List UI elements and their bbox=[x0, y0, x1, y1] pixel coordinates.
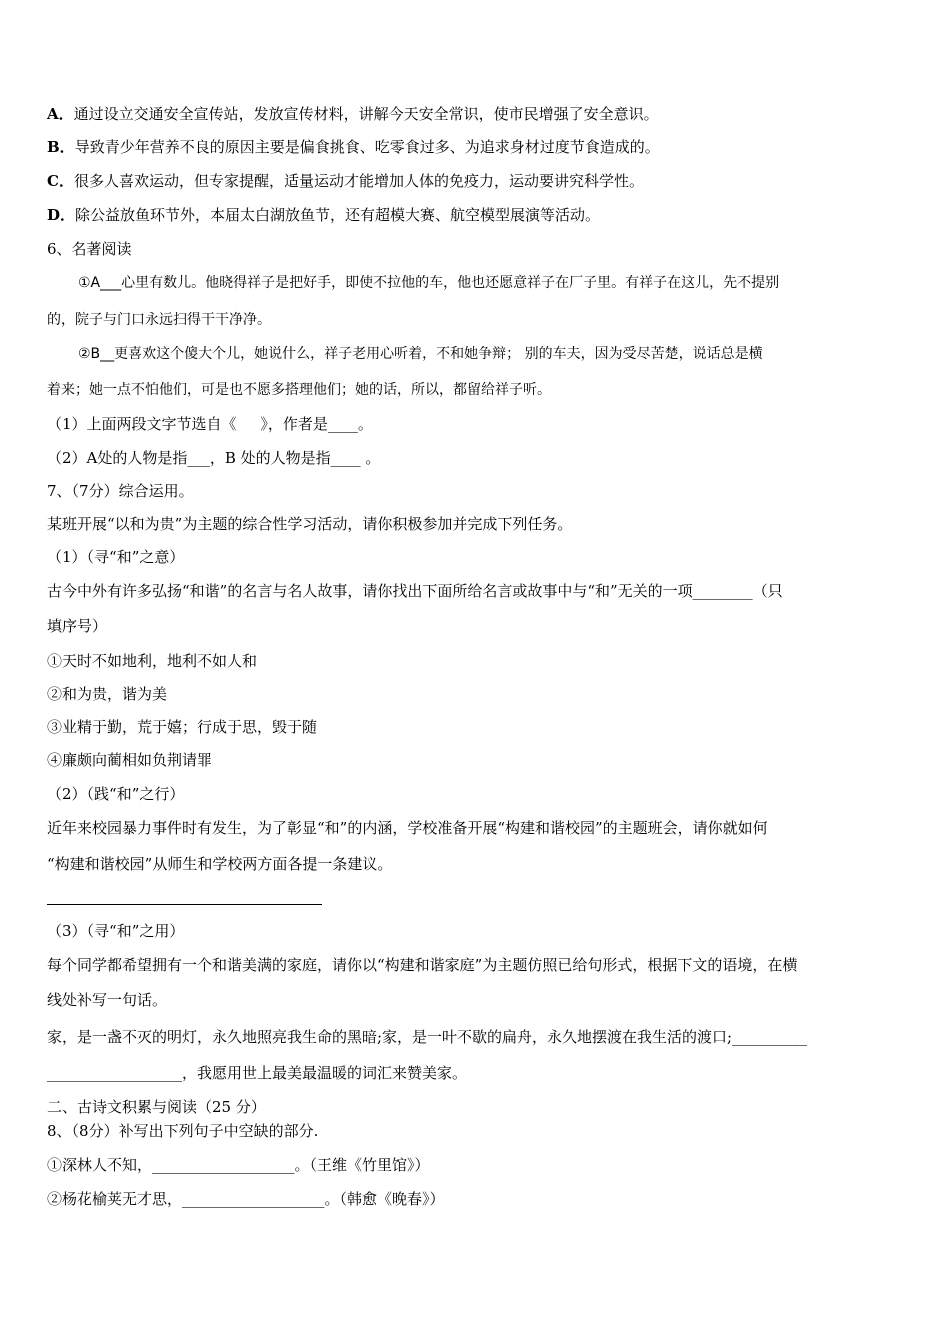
q7-part3-line4: __________________，我愿用世上最美最温暖的词汇来赞美家。 bbox=[47, 1064, 468, 1082]
q8-line-2: ②杨花榆荚无才思，___________________。（韩愈《晚春》） bbox=[47, 1190, 445, 1208]
q7-part1-line1: 古今中外有许多弘扬“和谐”的名言与名人故事，请你找出下面所给名言或故事中与“和”无关的一项________（只 bbox=[47, 582, 783, 600]
q7-part3-line2: 线处补写一句话。 bbox=[47, 991, 168, 1009]
option-b: B．导致青少年营养不良的原因主要是偏食挑食、吃零食过多、为追求身材过度节食造成的。 bbox=[47, 138, 660, 156]
q7-part2-title: （2）（践“和”之行） bbox=[47, 785, 185, 803]
section2-title: 二、古诗文积累与阅读（25 分） bbox=[47, 1098, 266, 1116]
q8-title: 8、（8分）补写出下列句子中空缺的部分. bbox=[47, 1122, 319, 1140]
q7-title: 7、（7分）综合运用。 bbox=[47, 482, 194, 500]
q7-part2-line1: 近年来校园暴力事件时有发生，为了彰显“和”的内涵，学校准备开展“构建和谐校园”的主题班会，请你就如何 bbox=[47, 819, 768, 837]
q7-part1-title: （1）（寻“和”之意） bbox=[47, 548, 185, 566]
q7-choice-1: ①天时不如地利，地利不如人和 bbox=[47, 652, 258, 670]
q7-part3-title: （3）（寻“和”之用） bbox=[47, 922, 185, 940]
q7-part3-line1: 每个同学都希望拥有一个和谐美满的家庭，请你以“构建和谐家庭”为主题仿照已给句形式，根据下文的语境，在横 bbox=[47, 956, 798, 974]
q6-passage1-line1: ①A___心里有数儿。他晓得祥子是把好手，即使不拉他的车，他也还愿意祥子在厂子里。有祥子在这儿，先不提别 bbox=[78, 275, 780, 291]
q7-intro: 某班开展“以和为贵”为主题的综合性学习活动，请你积极参加并完成下列任务。 bbox=[47, 515, 573, 533]
option-d: D．除公益放鱼环节外，本届太白湖放鱼节，还有超模大赛、航空模型展演等活动。 bbox=[47, 206, 601, 224]
option-c: C．很多人喜欢运动，但专家提醒，适量运动才能增加人体的免疫力，运动要讲究科学性。 bbox=[47, 172, 644, 190]
q7-choice-4: ④廉颇向蔺相如负荆请罪 bbox=[47, 751, 213, 769]
q7-choice-3: ③业精于勤，荒于嬉；行成于思，毁于随 bbox=[47, 718, 318, 736]
q6-subquestion-2: （2）A处的人物是指___，B 处的人物是指____ 。 bbox=[47, 449, 381, 467]
q7-part2-line2: “构建和谐校园”从师生和学校两方面各提一条建议。 bbox=[47, 855, 393, 873]
q7-choice-2: ②和为贵，谐为美 bbox=[47, 685, 168, 703]
q6-subquestion-1: （1）上面两段文字节选自《 》，作者是____。 bbox=[47, 415, 373, 433]
q8-line-1: ①深林人不知，___________________。（王维《竹里馆》） bbox=[47, 1156, 430, 1174]
q7-part1-line2: 填序号） bbox=[47, 617, 108, 635]
answer-blank-line bbox=[47, 904, 322, 905]
q6-passage1-line2: 的，院子与门口永远扫得干干净净。 bbox=[47, 312, 271, 328]
q6-passage2-line1: ②B__更喜欢这个傻大个儿，她说什么，祥子老用心听着，不和她争辩； 别的车夫，因为受尽苦楚，说话总是横 bbox=[78, 346, 763, 362]
q6-title: 6、名著阅读 bbox=[47, 240, 132, 258]
q6-passage2-line2: 着来；她一点不怕他们，可是也不愿多搭理他们；她的话，所以，都留给祥子听。 bbox=[47, 382, 551, 398]
q7-part3-line3: 家，是一盏不灭的明灯，永久地照亮我生命的黑暗;家，是一叶不歇的扁舟，永久地摆渡在我生活的渡口;__________ bbox=[47, 1028, 808, 1046]
option-a: A．通过设立交通安全宣传站，发放宣传材料，讲解今天安全常识，使市民增强了安全意识。 bbox=[47, 105, 659, 123]
